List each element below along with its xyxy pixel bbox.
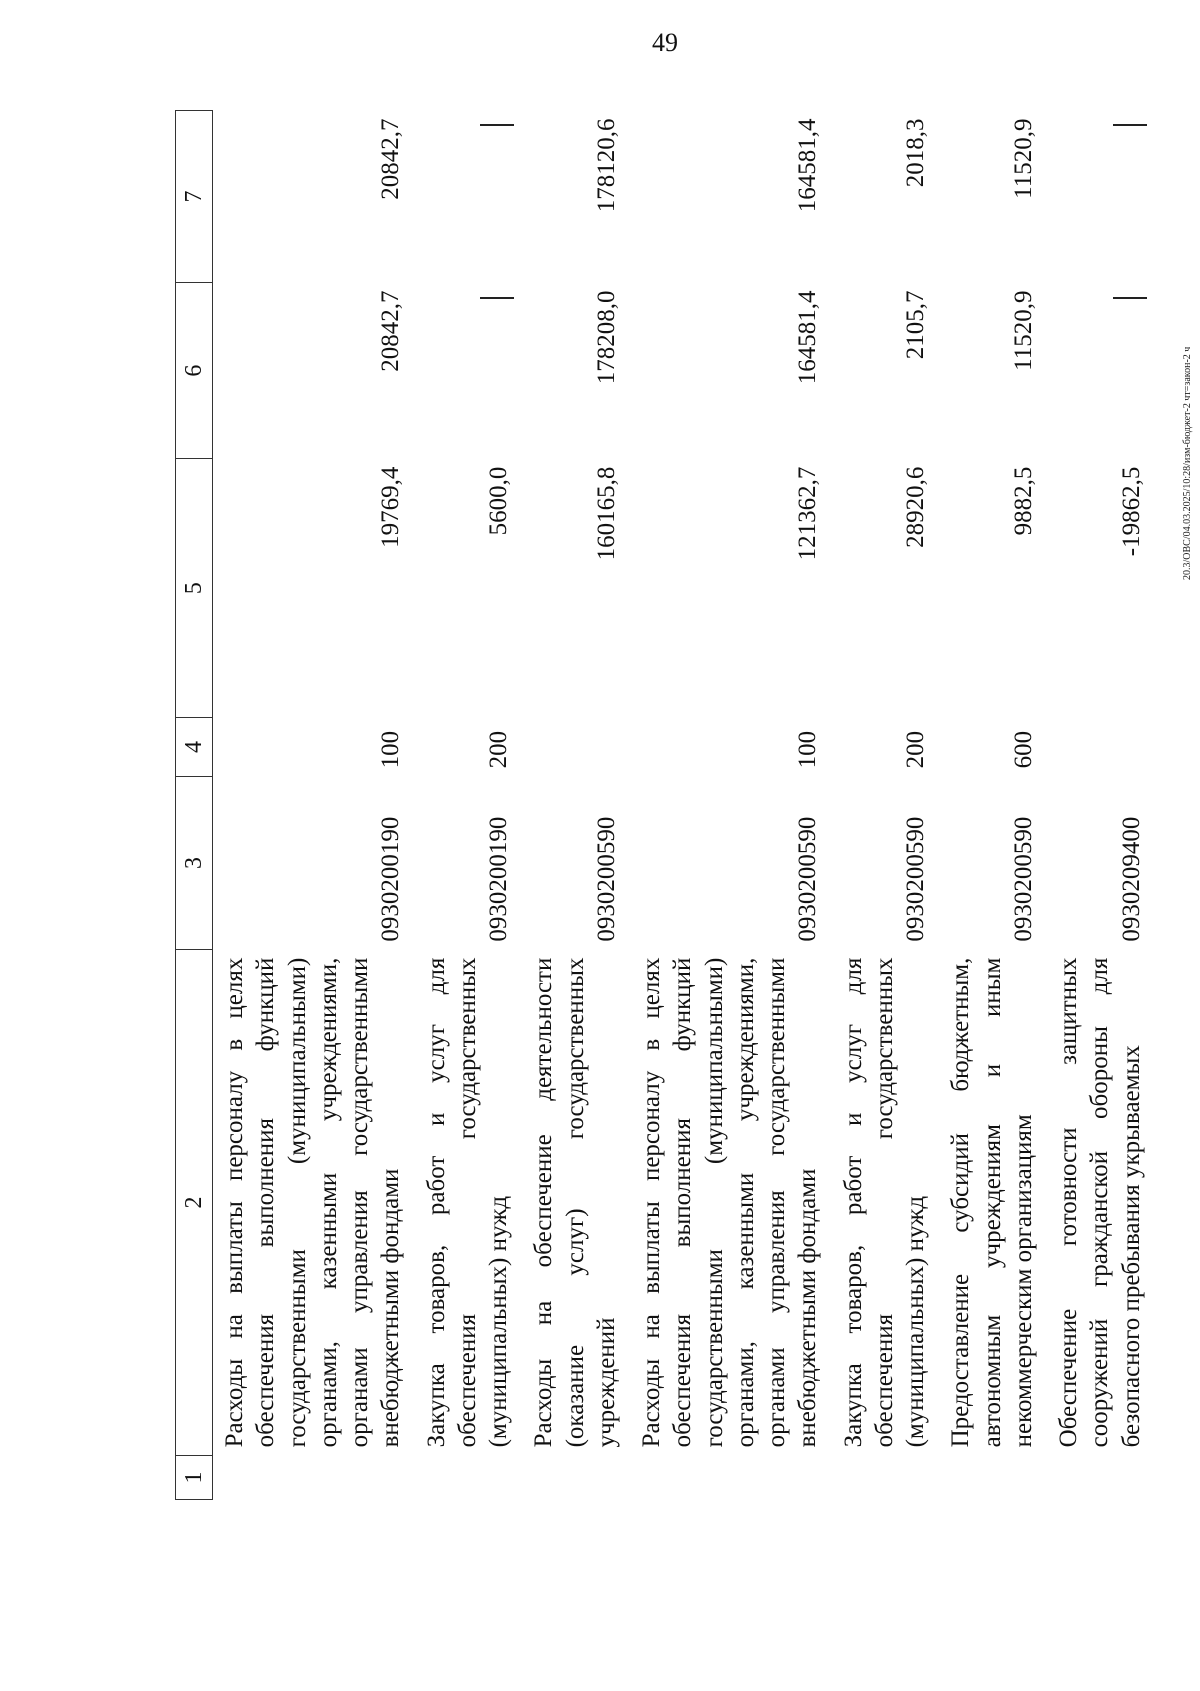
cell-amount-col6 [415, 283, 523, 459]
cell-description: Расходы на выплаты персоналу в целях обеспечения выполнения функций государственными (муниципальными) органами, казенными учреждениями, органами управления государственными внебюджетными фондами [638, 957, 822, 1448]
cell-target-code: 0930200190 [485, 816, 512, 942]
header-col-4: 4 [176, 718, 213, 777]
cell-target-code: 0930200590 [1009, 816, 1037, 942]
table-row [1047, 111, 1155, 1500]
dash-text [480, 290, 481, 291]
cell-description: Предоставление субсидий бюджетным, автономным учреждениям и иным некоммерческим организациям [947, 957, 1037, 1448]
cell-expense-type: 600 [1009, 730, 1037, 769]
cell-amount-col7: 164581,4 [794, 118, 822, 213]
cell-amount-col5: 121362,7 [794, 466, 822, 561]
header-col-1: 1 [176, 1455, 213, 1499]
cell-amount-col6: 178208,0 [592, 290, 620, 385]
cell-index [832, 1455, 940, 1499]
header-col-6: 6 [176, 283, 213, 459]
rotated-page-content [0, 110, 1200, 1600]
dash-mark [480, 125, 514, 127]
cell-amount-col5: -19862,5 [1117, 466, 1145, 557]
cell-index [213, 1455, 415, 1499]
cell-amount-col6: 20842,7 [377, 290, 405, 372]
cell-index [1047, 1455, 1155, 1499]
table-row [832, 111, 940, 1500]
cell-amount-col6: 164581,4 [794, 290, 822, 385]
cell-index [522, 1455, 630, 1499]
dash-text [1113, 290, 1114, 291]
cell-target-code: 0930200190 [377, 816, 405, 942]
cell-expense-type: 200 [485, 730, 512, 769]
page-number: 49 [652, 28, 678, 57]
cell-target-code: 0930200590 [794, 816, 822, 942]
cell-expense-type: 200 [902, 730, 929, 769]
table-row [522, 111, 630, 1500]
cell-expense-type: 100 [377, 730, 405, 769]
cell-amount-col5: 19769,4 [377, 466, 405, 548]
cell-target-code: 0930200590 [902, 816, 929, 942]
cell-description: Закупка товаров, работ и услуг для обеспечения государственных (муниципальных) нужд [422, 957, 512, 1448]
dash-mark [480, 297, 514, 299]
dash-text [480, 118, 481, 119]
cell-amount-col7: 11520,9 [1009, 118, 1037, 199]
header-col-5: 5 [176, 459, 213, 718]
table-header-row [176, 111, 213, 1500]
header-col-2: 2 [176, 950, 213, 1456]
cell-description: Расходы на обеспечение деятельности (оказание услуг) государственных учреждений [530, 957, 620, 1448]
header-col-3: 3 [176, 776, 213, 949]
cell-amount-col5: 5600,0 [485, 466, 512, 536]
cell-description: Расходы на выплаты персоналу в целях обеспечения выполнения функций государственными (муниципальными) органами, казенными учреждениями, органами управления государственными внебюджетными фондами [221, 957, 405, 1448]
budget-table [175, 110, 1155, 1500]
dash-text [1113, 118, 1114, 119]
cell-amount-col5: 9882,5 [1009, 466, 1037, 536]
header-col-7: 7 [176, 111, 213, 283]
cell-amount-col7 [415, 111, 523, 283]
table-row [415, 111, 523, 1500]
table-row [630, 111, 832, 1500]
cell-description: Обеспечение готовности защитных сооружений гражданской обороны для безопасного пребывания укрываемых [1055, 957, 1145, 1448]
cell-description: Закупка товаров, работ и услуг для обеспечения государственных (муниципальных) нужд [839, 957, 929, 1448]
cell-target-code: 0930200590 [592, 816, 620, 942]
table-row [939, 111, 1047, 1500]
table-row [213, 111, 415, 1500]
cell-amount-col5: 160165,8 [592, 466, 620, 561]
cell-index [630, 1455, 832, 1499]
document-footer-code: 20.3/OBC/04.03.2025/10:28/изм-бюджет-2 чт=закон-2 ч [1182, 346, 1193, 580]
cell-amount-col5: 28920,6 [902, 466, 929, 548]
cell-amount-col7: 2018,3 [902, 118, 929, 188]
cell-expense-type: 100 [794, 730, 822, 769]
cell-target-code: 0930209400 [1117, 816, 1145, 942]
cell-expense-type [522, 718, 630, 777]
cell-index [939, 1455, 1047, 1499]
dash-mark [1113, 297, 1147, 299]
cell-amount-col6: 11520,9 [1009, 290, 1037, 371]
cell-amount-col6: 2105,7 [902, 290, 929, 360]
cell-index [415, 1455, 523, 1499]
cell-amount-col6 [1047, 283, 1155, 459]
dash-mark [1113, 125, 1147, 127]
cell-amount-col7 [1047, 111, 1155, 283]
cell-amount-col7: 20842,7 [377, 118, 405, 200]
cell-expense-type [1047, 718, 1155, 777]
cell-amount-col7: 178120,6 [592, 118, 620, 213]
